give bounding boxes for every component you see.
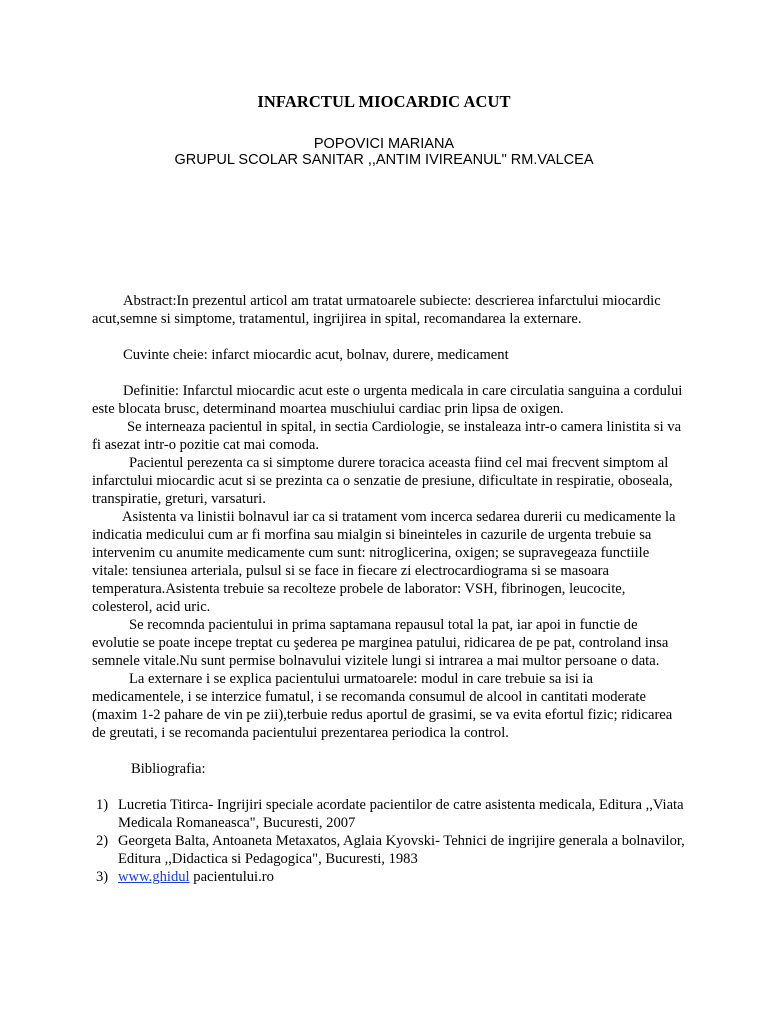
recovery-paragraph: Se recomnda pacientului in prima saptamana repausul total la pat, iar apoi in functie de evolutie se poate incepe treptat cu şederea pe marginea patului, ridicarea de pe pat, controland insa semnele vitale.Nu sunt permise bolnavului vizitele lungi si intrarea a mai multor persoane o data.: [92, 617, 669, 669]
bibliography-item: [92, 832, 686, 868]
bibliography-heading: Bibliografia:: [131, 761, 206, 777]
abstract-paragraph: Abstract:In prezentul articol am tratat urmatoarele subiecte: descrierea infarctului miocardic acut,semne si simptome, tratamentul, ingrijirea in spital, recomandarea la externare.: [92, 293, 661, 327]
bibliography-item: [92, 868, 686, 886]
bibliography-number: 2): [96, 833, 109, 849]
definition-paragraph: Definitie: Infarctul miocardic acut este o urgenta medicala in care circulatia sanguina a cordului este blocata brusc, determinand moartea muschiului cardiac prin lipsa de oxigen.: [92, 383, 683, 417]
bibliography-number: 3): [96, 869, 109, 885]
treatment-paragraph: Asistenta va linistii bolnavul iar ca si tratament vom incerca sedarea durerii cu medicamente la indicatia medicului cum ar fi morfina sau mialgin si bineinteles in cazurile de urgenta trebuie sa intervenim cu anumite medicamente cum sunt: nitroglicerina, oxigen; se supravegeaza functiile vitale: tensiunea arteriala, pulsul si se face in fiecare zi electrocardiograma si se masoara temperatura.Asistenta trebuie sa recolteze probele de laborator: VSH, fibrinogen, leucocite, colesterol, acid uric.: [92, 509, 676, 615]
author-name: POPOVICI MARIANA: [313, 136, 455, 152]
symptoms-paragraph: Pacientul perezenta ca si simptome durere toracica aceasta fiind cel mai frecvent simptom al infarctului miocardic acut si se prezinta ca o senzatie de presiune, dificultate in respiratie, oboseala, transpiratie, greturi, varsaturi.: [92, 455, 673, 507]
bibliography-text: Georgeta Balta, Antoaneta Metaxatos, Aglaia Kyovski- Tehnici de ingrijire generala a bolnavilor, Editura ,,Didactica si Pedagogica", Bucuresti, 1983: [118, 833, 685, 867]
bibliography-link[interactable]: www.ghidul: [118, 869, 190, 885]
discharge-paragraph: La externare i se explica pacientului urmatoarele: modul in care trebuie sa isi ia medicamentele, i se interzice fumatul, i se recomanda consumul de alcool in cantitati moderate (maxim 1-2 pahare de vin pe zii),terbuie redus aportul de grasimi, se va evita efortul fizic; ridicarea de greutati, i se recomanda pacientului prezentarea periodica la control.: [92, 671, 673, 741]
keywords-paragraph: Cuvinte cheie: infarct miocardic acut, bolnav, durere, medicament: [123, 347, 509, 363]
bibliography-number: 1): [96, 797, 109, 813]
bibliography-text: pacientului.ro: [189, 869, 274, 885]
bibliography-item: [92, 796, 686, 832]
document-body: [92, 292, 686, 886]
bibliography-text: Lucretia Titirca- Ingrijiri speciale acordate pacientilor de catre asistenta medicala, Editura ,,Viata Medicala Romaneasca", Bucuresti, 2007: [118, 797, 684, 831]
hospitalization-paragraph: Se interneaza pacientul in spital, in sectia Cardiologie, se instaleaza intr-o camera linistita si va fi asezat intr-o pozitie cat mai comoda.: [92, 419, 682, 453]
bibliography-list: [92, 796, 686, 886]
school-name: GRUPUL SCOLAR SANITAR ,,ANTIM IVIREANUL" RM.VALCEA: [174, 152, 594, 168]
document-title: INFARCTUL MIOCARDIC ACUT: [257, 92, 511, 111]
